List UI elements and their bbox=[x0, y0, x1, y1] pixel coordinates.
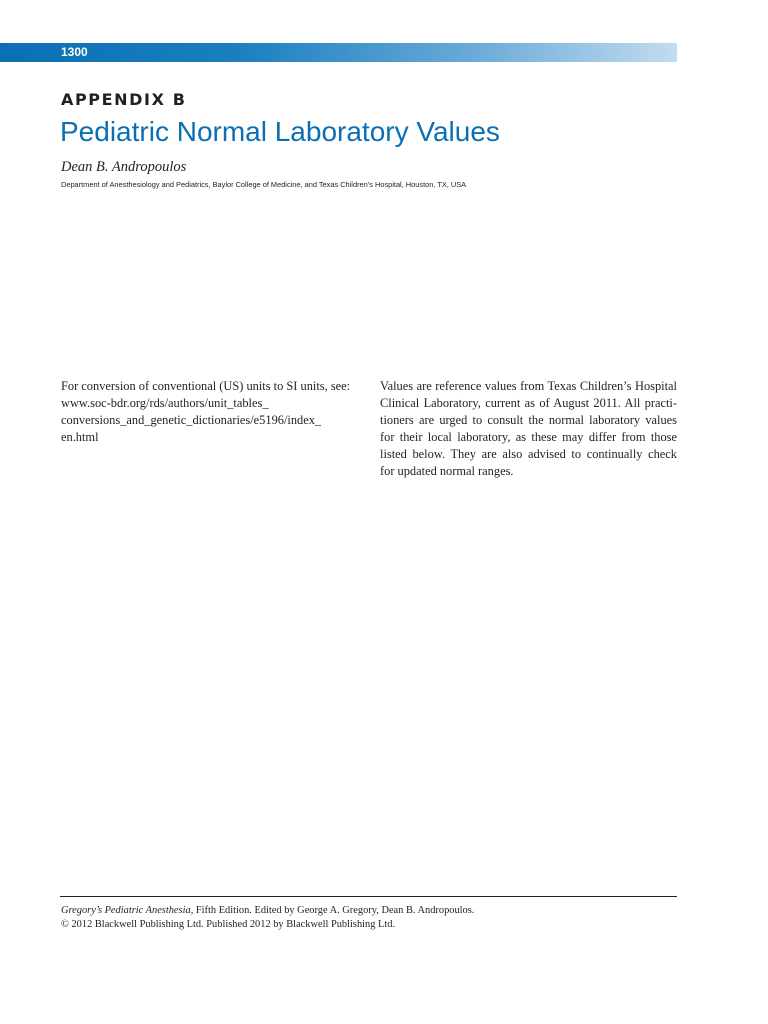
body-line: en.html bbox=[61, 430, 99, 444]
author-name: Dean B. Andropoulos bbox=[61, 159, 187, 175]
page-header-bar bbox=[0, 43, 677, 62]
appendix-label: APPENDIX B bbox=[61, 90, 187, 109]
body-line: listed below. They are also advised to continually check bbox=[380, 447, 677, 461]
body-column-left bbox=[61, 378, 358, 446]
body-line: for updated normal ranges. bbox=[380, 464, 514, 478]
footer-divider bbox=[60, 896, 677, 897]
chapter-title: Pediatric Normal Laboratory Values bbox=[60, 116, 500, 147]
footer-copyright: © 2012 Blackwell Publishing Ltd. Published 2012 by Blackwell Publishing Ltd. bbox=[61, 919, 396, 930]
page-number: 1300 bbox=[61, 45, 88, 59]
body-line: For conversion of conventional (US) units to SI units, see: bbox=[61, 379, 351, 393]
body-line: tioners are urged to consult the normal laboratory values bbox=[380, 413, 677, 427]
footer-book-title: Gregory’s Pediatric Anesthesia bbox=[61, 905, 191, 916]
body-line: Values are reference values from Texas Children’s Hospital bbox=[380, 379, 677, 393]
body-line: conversions_and_genetic_dictionaries/e5196/index_ bbox=[61, 413, 322, 427]
body-line: Clinical Laboratory, current as of August 2011. All practi- bbox=[380, 396, 677, 410]
footer-citation bbox=[61, 904, 474, 932]
body-line: www.soc-bdr.org/rds/authors/unit_tables_ bbox=[61, 396, 269, 410]
body-column-right bbox=[380, 378, 677, 480]
footer-edition-text: , Fifth Edition. Edited by George A. Gregory, Dean B. Andropoulos. bbox=[190, 905, 475, 916]
author-affiliation: Department of Anesthesiology and Pediatrics, Baylor College of Medicine, and Texas Children’s Hospital, Houston, TX, USA bbox=[61, 180, 467, 189]
body-line: for their local laboratory, as these may differ from those bbox=[380, 430, 677, 444]
footer-edition-line bbox=[61, 904, 474, 918]
